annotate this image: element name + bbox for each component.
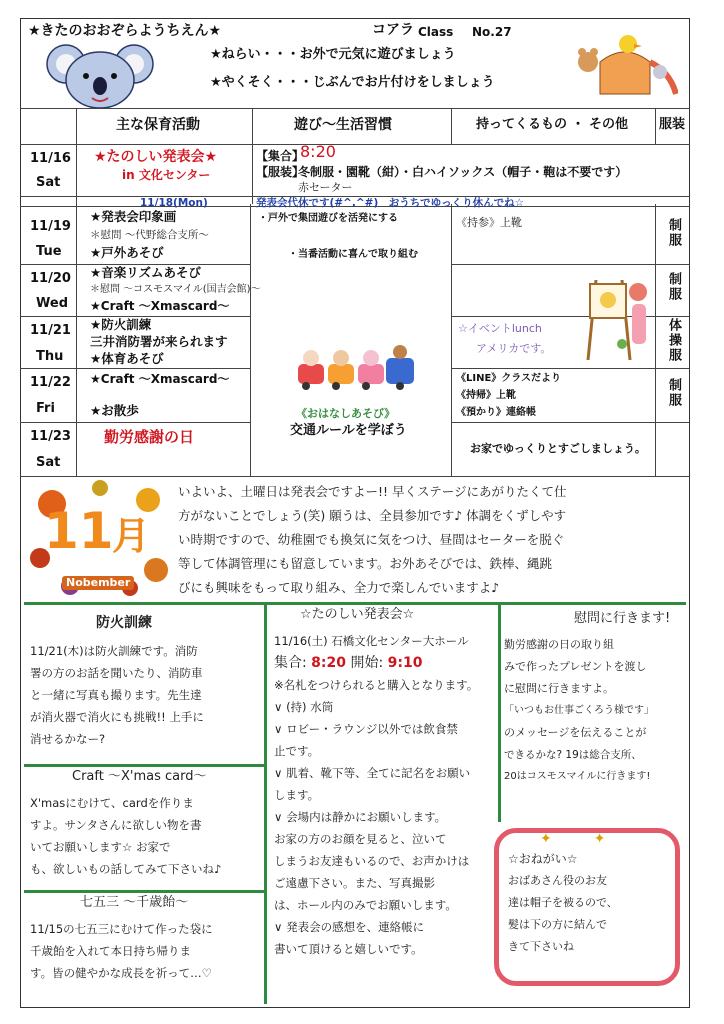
start-label: 開始: (350, 655, 384, 671)
rest-at-home: お家でゆっくりとすごしましょう。 (470, 442, 646, 455)
bring-line: 《預かり》連絡帳 (456, 407, 536, 418)
intro-line: い時期ですので、幼稚園でも換気に気をつけ、昼間はセーターを脱ぐ (178, 532, 565, 547)
fire-drill-line: 11/21(木)は防火訓練です。消防 (30, 644, 198, 658)
divider (20, 108, 690, 109)
recital-line: 11/16(土) 石橋文化センター大ホール (274, 634, 469, 648)
activity-line: ★お散歩 (90, 403, 139, 418)
header-wear: 服装 (659, 117, 686, 132)
month-number: 11 (44, 502, 114, 560)
recital-times (274, 652, 496, 674)
visit-line: 勤労感謝の日の取り組 (504, 638, 614, 651)
recital-line: ∨ 会場内は静かにお願いします。 (274, 810, 447, 824)
visit-line: に慰問に行きますよ。 (504, 682, 614, 695)
play-note: ・当番活動に喜んで取り組む (288, 249, 418, 260)
table-row-line (20, 422, 250, 423)
visit-line: 20はコスモスマイルに行きます! (504, 771, 651, 782)
shichigosan-line: 11/15の七五三にむけて作った袋に (30, 922, 213, 936)
craft-body (30, 792, 262, 880)
activity-line: ★Craft ～Xmascard～ (90, 372, 230, 386)
request-line: 達は帽子を被るので、 (508, 896, 618, 909)
shichigosan-line: 千歳飴を入れて本日持ち帰りま (30, 944, 191, 958)
request-body (508, 870, 668, 958)
visit-line: 「いつもお仕事ごくろう様です」 (504, 705, 654, 716)
craft-line: すよ。サンタさんに欲しい物を書 (30, 818, 202, 832)
recital-line: ∨ ロビー・ラウンジ以外では飲食禁 (274, 722, 458, 736)
table-col-line (655, 204, 656, 476)
school-name: ★きたのおおぞらようちえん★ (28, 23, 222, 39)
recital-event: ★たのしい発表会★ (94, 149, 218, 165)
wear-label: 制服 (666, 218, 681, 248)
date-11-21: 11/21 (30, 323, 71, 338)
fire-drill-line: が消火器で消火にも挑戦!! 上手に (30, 710, 204, 724)
header-play: 遊び～生活習慣 (294, 117, 392, 133)
visit-title: 慰問に行きます! (574, 611, 671, 626)
issue-number: No.27 (472, 25, 512, 39)
clothes-label: 【服装】 (256, 165, 305, 179)
day-tue: Tue (36, 244, 62, 259)
fire-drill-line: と一緒に写真も撮ります。先生達 (30, 688, 202, 702)
visit-line: できるかな? 19は総合支所、 (504, 749, 642, 761)
header-bring: 持ってくるもの ・ その他 (476, 117, 629, 132)
play-note: ・戸外で集団遊びを活発にする (258, 213, 398, 224)
fire-drill-line: 消せるかなー? (30, 732, 106, 746)
recital-line: ※名札をつけられると購入となります。 (274, 678, 479, 692)
table-col-line (250, 204, 251, 476)
bring-line: 《LINE》クラスだより (456, 373, 561, 384)
table-row-line (451, 264, 689, 265)
craft-line: も、欲しいもの話してみて下さいね♪ (30, 862, 222, 876)
event-lunch-country: アメリカです。 (476, 342, 552, 355)
activity-line: ★体育あそび (90, 351, 164, 366)
day-sat: Sat (36, 175, 61, 190)
recital-line: 書いて頂けると嬉しいです。 (274, 942, 423, 956)
section-divider (24, 764, 264, 767)
wear-label: 制服 (666, 378, 681, 408)
recital-line: します。 (274, 788, 320, 802)
koala-illustration (46, 38, 154, 110)
animals-slide-illustration (570, 32, 678, 102)
craft-line: いてお願いします☆ お家で (30, 840, 171, 854)
shichigosan-body (30, 918, 262, 984)
table-row-line (20, 144, 690, 145)
bring-line: 《持帰》上靴 (456, 390, 516, 401)
section-divider (264, 602, 267, 1004)
date-11-22: 11/22 (30, 375, 71, 390)
table-col-line (655, 108, 656, 144)
story-play-label: 《おはなしあそび》 (296, 407, 396, 420)
activity-line: ★Craft ～Xmascard～ (90, 299, 230, 313)
recital-line: しまうお友達もいるので、お声かけは (274, 854, 470, 868)
substitute-text: 発表会代休です(#^.^#) おうちでゆっくり休んでね☆ (256, 197, 524, 209)
table-row-line (451, 316, 689, 317)
request-line: きて下さいね (508, 940, 574, 953)
recital-body (274, 630, 496, 960)
date-11-19: 11/19 (30, 219, 71, 234)
table-col-line (451, 108, 452, 144)
craft-line: X'masにむけて、cardを作りま (30, 796, 194, 810)
labor-thanksgiving-day: 勤労感謝の日 (104, 428, 195, 446)
recital-line: ご遠慮下さい。また、写真撮影 (274, 876, 435, 890)
request-title: ☆おねがい☆ (508, 852, 578, 866)
wear-label: 体操服 (666, 318, 681, 363)
fire-drill-title: 防火訓練 (96, 615, 152, 631)
table-row-line (451, 422, 689, 423)
table-row-line (20, 476, 690, 477)
recital-title: ☆たのしい発表会☆ (300, 607, 415, 622)
sparkle-icon: ✦ ✦ (540, 831, 606, 847)
table-col-line (252, 108, 253, 204)
fire-drill-line: 署の方のお話を聞いたり、消防車 (30, 666, 203, 680)
section-divider (24, 602, 686, 605)
day-sat: Sat (36, 455, 61, 470)
shichigosan-line: す。皆の健やかな成長を祈って…♡ (30, 966, 212, 980)
request-line: 髪は下の方に結んで (508, 918, 607, 931)
fire-drill-body (30, 640, 262, 750)
request-line: おばあさん役のお友 (508, 874, 607, 887)
table-col-line (451, 204, 452, 476)
recital-line: は、ホール内のみでお願いします。 (274, 898, 457, 912)
meeting-label: 【集合】 (256, 149, 305, 163)
intro-line: いよいよ、土曜日は発表会ですよー!! 早くステージにあがりたくて仕 (178, 484, 567, 499)
section-divider (24, 890, 264, 893)
start-time: 9:10 (387, 655, 423, 671)
meet-time: 8:20 (311, 655, 346, 671)
promise-text: ★やくそく・・・じぶんでお片付けをしましょう (210, 75, 495, 90)
activity-line: 三井消防署が来られます (90, 334, 228, 349)
craft-title: Craft ～X'mas card～ (72, 769, 207, 784)
bring-item: 《持参》上靴 (456, 216, 522, 229)
intro-line: 方がないことでしょう(笑) 願うは、全員参加です♪ 体調をくずしやす (178, 508, 567, 523)
recital-venue: in 文化センター (122, 168, 211, 182)
activity-line: ＊慰問 ～コスモスマイル(国吉会館)～ (90, 284, 261, 295)
table-row-line (451, 368, 689, 369)
meeting-time: 8:20 (300, 142, 336, 161)
traffic-rules-title: 交通ルールを学ぼう (290, 423, 407, 438)
activity-line: ★発表会印象画 (90, 209, 177, 224)
header-activities: 主な保育活動 (116, 117, 200, 133)
activity-line: ★戸外あそび (90, 245, 164, 260)
table-row-line (20, 368, 250, 369)
meet-label: 集合: (274, 655, 307, 671)
visit-body (504, 634, 688, 788)
intro-paragraph (178, 480, 684, 600)
clothes-text: 冬制服・園靴（紺）・白ハイソックス（帽子・鞄は不要です） (298, 165, 628, 179)
painting-easel-illustration (582, 270, 652, 362)
shichigosan-title: 七五三 ～千歳飴～ (80, 895, 189, 910)
class-label: Class (418, 25, 454, 39)
recital-line: お家の方のお顔を見ると、泣いて (274, 832, 447, 846)
recital-line: ∨ 発表会の感想を、連絡帳に (274, 920, 425, 934)
aim-text: ★ねらい・・・お外で元気に遊びましょう (210, 47, 456, 62)
substitute-date: 11/18(Mon) (140, 197, 208, 209)
day-thu: Thu (36, 349, 64, 364)
class-name: コアラ (372, 22, 414, 38)
date-11-16: 11/16 (30, 151, 71, 166)
recital-line: 止です。 (274, 744, 320, 758)
activity-line: ★音楽リズムあそび (90, 265, 201, 280)
day-fri: Fri (36, 401, 55, 416)
month-english: Nobember (62, 576, 134, 590)
wear-label: 制服 (666, 272, 681, 302)
month-unit: 月 (112, 514, 151, 558)
visit-line: みで作ったプレゼントを渡し (504, 660, 647, 673)
date-11-20: 11/20 (30, 271, 71, 286)
section-divider (498, 602, 501, 822)
activity-line: ＊慰問 ～代野総合支所～ (90, 229, 209, 241)
table-col-line (76, 108, 77, 476)
activity-line: ★防火訓練 (90, 317, 152, 332)
day-wed: Wed (36, 296, 68, 311)
clothes-note: 赤セーター (298, 181, 353, 194)
animal-train-illustration (296, 342, 416, 392)
intro-line: 等して体調管理にも留意しています。お外あそびでは、鉄棒、縄跳 (178, 556, 553, 571)
recital-line: ∨ 肌着、靴下等、全てに記名をお願い (274, 766, 471, 780)
date-11-23: 11/23 (30, 429, 71, 444)
intro-line: びにも興味をもって取り組み、全力で楽しんでいますよ♪ (178, 580, 500, 595)
event-lunch: ☆イベントlunch (458, 322, 542, 335)
visit-line: のメッセージを伝えることが (504, 726, 647, 739)
recital-line: ∨ (持) 水筒 (274, 700, 334, 714)
